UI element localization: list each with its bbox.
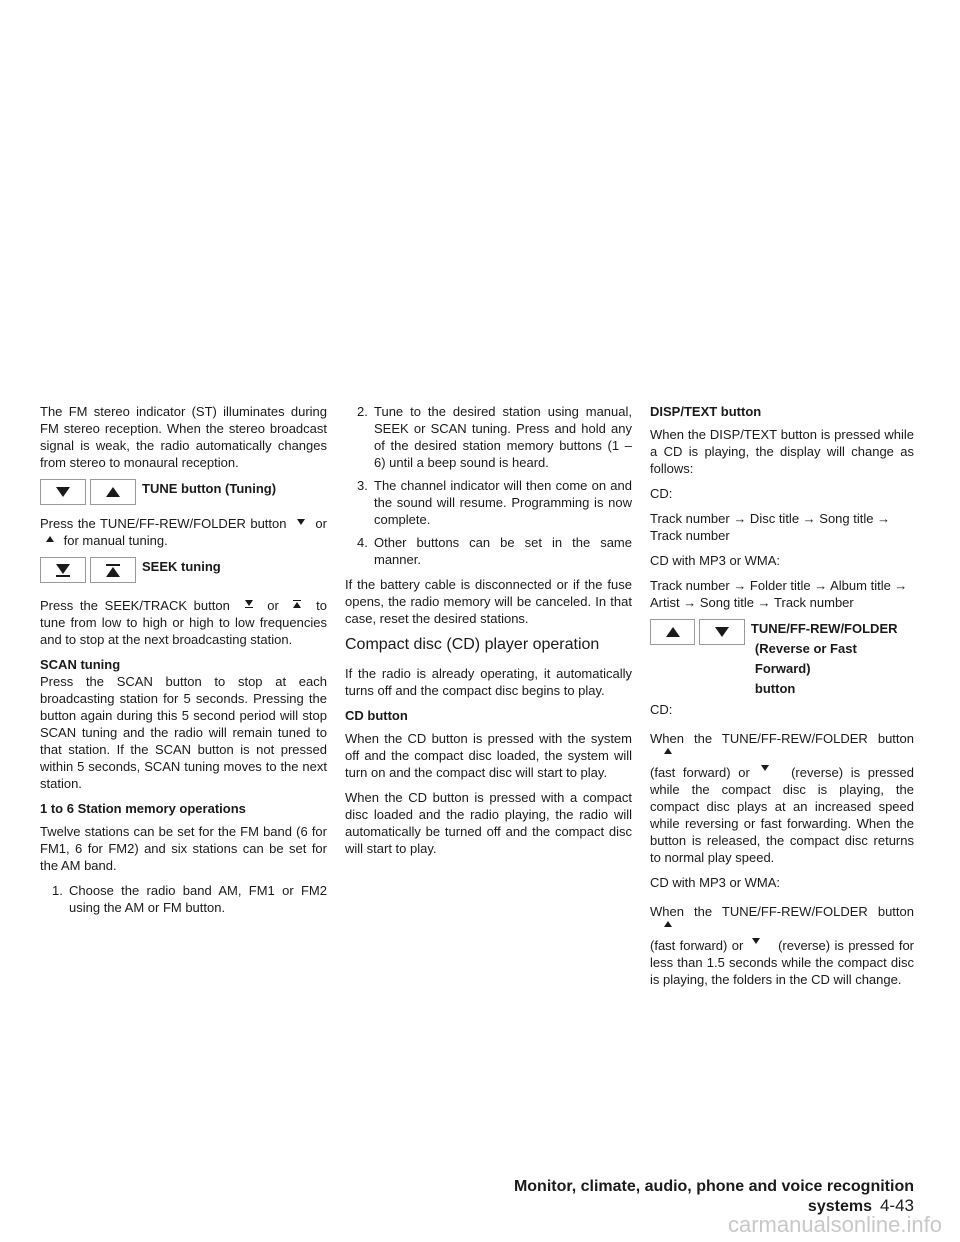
mp3-label: CD with MP3 or WMA: — [650, 553, 781, 568]
memory-steps-list — [40, 882, 327, 916]
seek-text-a: Press the SEEK/TRACK button — [40, 598, 230, 613]
seek-text-b: to tune from low to high or high to low frequencies and to stop at the next broadcasting station. — [40, 598, 327, 647]
up-triangle-icon — [46, 536, 54, 542]
cd-section-title: Compact disc (CD) player operation — [345, 636, 600, 653]
step-number: 3. — [357, 478, 368, 493]
step-text: The channel indicator will then come on and the sound will resume. Programming is now complete. — [374, 478, 632, 527]
cd-label: CD: — [650, 486, 673, 501]
cd-label-2: CD: — [650, 702, 673, 717]
seek-heading-row — [40, 557, 327, 583]
seek-up-icon — [293, 600, 301, 608]
tune-text-b: for manual tuning. — [63, 533, 168, 548]
seek-down-icon — [245, 600, 253, 608]
list-item — [345, 534, 632, 568]
seek-text-or: or — [267, 598, 279, 613]
tune-ff-heading-row — [650, 619, 914, 699]
step-number: 4. — [357, 535, 368, 550]
tune-down-button-graphic — [40, 479, 86, 505]
tune-text-or: or — [315, 516, 327, 531]
cd-button-paragraph-1: When the CD button is pressed with the system off and the compact disc loaded, the system will turn on and the compact disc will start to play. — [345, 731, 632, 780]
seek-up-button-graphic — [90, 557, 136, 583]
down-triangle-icon — [56, 487, 70, 497]
column-1 — [40, 403, 327, 924]
cd-button-heading: CD button — [345, 708, 408, 723]
seek-heading: SEEK tuning — [142, 559, 221, 574]
disp-text-paragraph: When the DISP/TEXT button is pressed while a CD is playing, the display will change as follows: — [650, 427, 914, 476]
cd-display-sequence: Track number → Disc title → Song title → Track number — [650, 511, 891, 543]
mp3-display-sequence: Track number → Folder title → Album title → Artist → Song title → Track number — [650, 578, 908, 610]
tune-ff-heading-line-1: TUNE/FF-REW/FOLDER — [750, 621, 898, 636]
seek-down-button-graphic — [40, 557, 86, 583]
watermark: carmanualsonline.info — [727, 1212, 942, 1237]
tune-paragraph — [40, 515, 327, 549]
up-triangle-icon — [106, 487, 120, 497]
column-2 — [345, 403, 632, 865]
memory-paragraph: Twelve stations can be set for the FM band (6 for FM1, 6 for FM2) and six stations can be set for the AM band. — [40, 824, 327, 873]
cd-ff-paragraph — [650, 730, 914, 866]
page-number: 4-43 — [879, 1196, 914, 1215]
scan-paragraph: Press the SCAN button to stop at each broadcasting station for 5 seconds. Pressing the button again during this 5 second period will stop SCAN tuning and the radio will remain tuned to that station. If the SCAN button is not pressed within 5 seconds, SCAN tuning moves to the next station. — [40, 674, 327, 791]
step-text: Other buttons can be set in the same manner. — [374, 535, 632, 567]
step-text: Tune to the desired station using manual, SEEK or SCAN tuning. Press and hold any of the desired station memory buttons (1 – 6) until a beep sound is heard. — [374, 404, 632, 470]
down-triangle-icon — [297, 519, 305, 525]
up-triangle-icon — [664, 921, 672, 927]
step-number: 1. — [52, 883, 63, 898]
column-3 — [650, 403, 914, 996]
cd-ff-text-a: When the TUNE/FF-REW/FOLDER button — [650, 731, 914, 746]
footer-section-title: Monitor, climate, audio, phone and voice recognition systems — [513, 1178, 914, 1215]
tune-up-button-graphic — [90, 479, 136, 505]
tune-ff-heading-line-2: (Reverse or Fast Forward) — [754, 641, 857, 676]
cd-intro-paragraph: If the radio is already operating, it automatically turns off and the compact disc begins to play. — [345, 666, 632, 698]
disp-text-heading: DISP/TEXT button — [650, 404, 762, 419]
list-item — [345, 403, 632, 471]
rew-down-button-graphic — [699, 619, 744, 645]
tune-button-heading: TUNE button (Tuning) — [142, 481, 277, 496]
cd-ff-text-b: (fast forward) or — [650, 765, 750, 780]
mp3-ff-text-b: (fast forward) or — [650, 938, 744, 953]
stereo-paragraph: The FM stereo indicator (ST) illuminates during FM stereo reception. When the stereo broadcast signal is weak, the radio automatically changes from stereo to monaural reception. — [40, 404, 327, 470]
battery-paragraph: If the battery cable is disconnected or if the fuse opens, the radio memory will be canceled. In that case, reset the desired stations. — [345, 577, 632, 626]
tune-text-a: Press the TUNE/FF-REW/FOLDER button — [40, 516, 287, 531]
step-text: Choose the radio band AM, FM1 or FM2 using the AM or FM button. — [69, 883, 327, 915]
mp3-ff-text-c: (reverse) is pressed for less than 1.5 seconds while the compact disc is playing, the folders in the CD will change. — [650, 938, 915, 987]
mp3-ff-text-a: When the TUNE/FF-REW/FOLDER button — [650, 904, 914, 919]
mp3-ff-paragraph — [650, 903, 914, 988]
list-item — [40, 882, 327, 916]
up-triangle-icon — [666, 627, 680, 637]
step-number: 2. — [357, 404, 368, 419]
up-triangle-icon — [664, 748, 672, 754]
memory-heading: 1 to 6 Station memory operations — [40, 801, 246, 816]
list-item — [345, 477, 632, 528]
seek-paragraph — [40, 597, 327, 648]
tune-ff-heading-line-3: button — [754, 681, 796, 696]
down-triangle-icon — [761, 765, 769, 771]
ff-up-button-graphic — [650, 619, 695, 645]
seek-up-icon — [106, 564, 120, 577]
cd-ff-text-c: (reverse) is pressed while the compact disc is playing, the compact disc plays at an increased speed while reversing or fast forwarding. When the button is released, the compact disc returns to normal play speed. — [650, 765, 914, 865]
tune-button-heading-row — [40, 479, 327, 505]
down-triangle-icon — [715, 627, 729, 637]
mp3-label-2: CD with MP3 or WMA: — [650, 875, 781, 890]
memory-steps-list-continued — [345, 403, 632, 568]
cd-button-paragraph-2: When the CD button is pressed with a compact disc loaded and the radio playing, the radio will automatically be turned off and the compact disc will start to play. — [345, 790, 632, 856]
scan-heading: SCAN tuning — [40, 657, 121, 672]
seek-down-icon — [56, 564, 70, 577]
page-footer — [425, 1178, 914, 1216]
down-triangle-icon — [752, 938, 760, 944]
